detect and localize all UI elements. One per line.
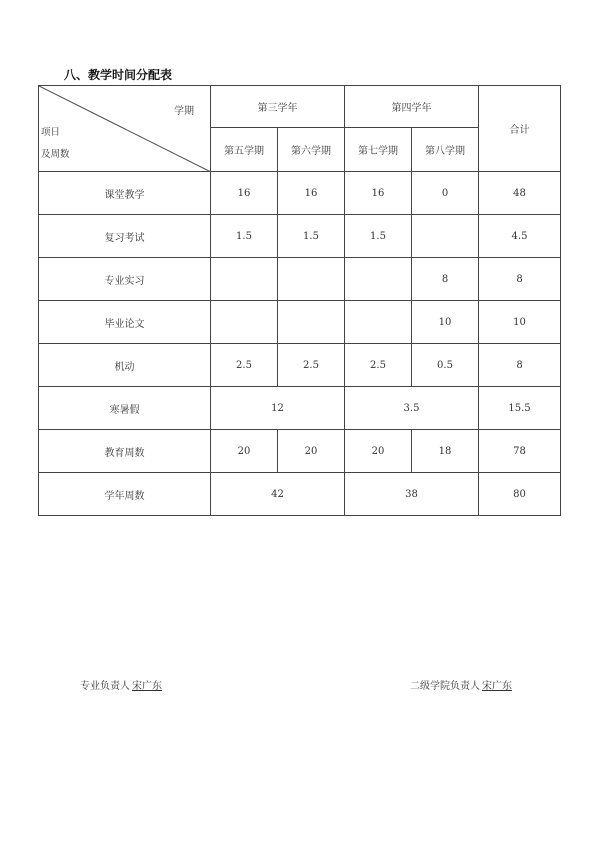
table-row — [39, 387, 561, 430]
cell-s8: 8 — [412, 258, 479, 301]
cell-s6: 20 — [278, 430, 345, 473]
table-row — [39, 215, 561, 258]
cell-total: 48 — [479, 172, 561, 215]
college-head-label: 二级学院负责人 — [410, 681, 480, 692]
semester-6-header: 第六学期 — [278, 128, 345, 172]
cell-year-4: 3.5 — [345, 387, 479, 430]
cell-s8: 0 — [412, 172, 479, 215]
cell-s7: 16 — [345, 172, 412, 215]
table-row — [39, 172, 561, 215]
cell-s7: 20 — [345, 430, 412, 473]
college-head-signature — [410, 677, 514, 692]
cell-s6: 1.5 — [278, 215, 345, 258]
corner-item-label: 项日 — [41, 127, 61, 138]
table-row — [39, 430, 561, 473]
row-label: 毕业论文 — [39, 301, 211, 344]
corner-header-cell — [39, 86, 211, 172]
cell-s5: 20 — [211, 430, 278, 473]
cell-total: 8 — [479, 344, 561, 387]
cell-s8: 10 — [412, 301, 479, 344]
cell-s5: 1.5 — [211, 215, 278, 258]
cell-s8: 0.5 — [412, 344, 479, 387]
table-row — [39, 258, 561, 301]
major-head-label: 专业负责人 — [80, 681, 130, 692]
semester-8-header: 第八学期 — [412, 128, 479, 172]
cell-total: 10 — [479, 301, 561, 344]
cell-s7 — [345, 258, 412, 301]
cell-s6: 16 — [278, 172, 345, 215]
cell-s5: 16 — [211, 172, 278, 215]
cell-s6 — [278, 301, 345, 344]
cell-total: 78 — [479, 430, 561, 473]
table-row — [39, 301, 561, 344]
row-label: 学年周数 — [39, 473, 211, 516]
cell-s5 — [211, 301, 278, 344]
cell-s5 — [211, 258, 278, 301]
row-label: 复习考试 — [39, 215, 211, 258]
year-3-header: 第三学年 — [211, 86, 345, 128]
row-label: 寒暑假 — [39, 387, 211, 430]
cell-s8: 18 — [412, 430, 479, 473]
college-head-name: 宋广东 — [482, 681, 512, 692]
cell-total: 15.5 — [479, 387, 561, 430]
cell-s7: 1.5 — [345, 215, 412, 258]
cell-year-4: 38 — [345, 473, 479, 516]
cell-total: 4.5 — [479, 215, 561, 258]
table-row — [39, 344, 561, 387]
table-row — [39, 473, 561, 516]
row-label: 课堂教学 — [39, 172, 211, 215]
cell-year-3: 12 — [211, 387, 345, 430]
major-head-signature — [80, 677, 164, 692]
cell-s6: 2.5 — [278, 344, 345, 387]
section-title: 八、教学时间分配表 — [64, 68, 173, 82]
cell-s6 — [278, 258, 345, 301]
cell-total: 80 — [479, 473, 561, 516]
row-label: 专业实习 — [39, 258, 211, 301]
cell-s7 — [345, 301, 412, 344]
year-4-header: 第四学年 — [345, 86, 479, 128]
major-head-name: 宋广东 — [132, 681, 162, 692]
cell-year-3: 42 — [211, 473, 345, 516]
row-label: 教育周数 — [39, 430, 211, 473]
cell-total: 8 — [479, 258, 561, 301]
corner-weeks-label: 及周数 — [41, 149, 70, 160]
cell-s8 — [412, 215, 479, 258]
cell-s7: 2.5 — [345, 344, 412, 387]
time-allocation-table — [38, 85, 561, 516]
total-header: 合计 — [479, 86, 561, 172]
header-row-years — [39, 86, 561, 128]
cell-s5: 2.5 — [211, 344, 278, 387]
semester-5-header: 第五学期 — [211, 128, 278, 172]
row-label: 机动 — [39, 344, 211, 387]
corner-semester-label: 学期 — [174, 106, 194, 117]
semester-7-header: 第七学期 — [345, 128, 412, 172]
